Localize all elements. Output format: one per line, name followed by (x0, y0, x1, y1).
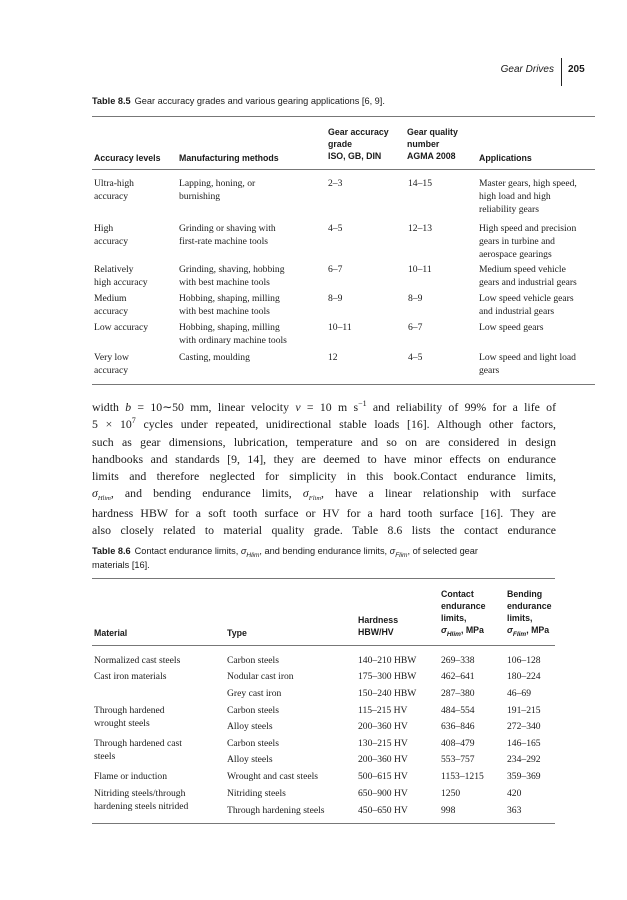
subscript: Hlim (446, 631, 461, 638)
accuracy-level-cell: High (94, 223, 114, 234)
table-8-6-top-rule (92, 578, 555, 579)
t86-header-hardness (358, 614, 398, 638)
unit-label: , MPa (460, 625, 484, 635)
material-cell: Normalized cast steels (94, 655, 181, 666)
manufacturing-method-cell: with best machine tools (179, 277, 270, 289)
t85-header-number-line: Gear quality (407, 127, 458, 137)
hardness-cell: 450–650 HV (358, 805, 408, 816)
contact-limit-cell: 553–757 (441, 754, 475, 765)
t86-header-bending-line: endurance (507, 601, 552, 611)
t86-header-bending-line: limits, (507, 613, 533, 623)
material-cell: Nitriding steels/through (94, 788, 186, 799)
t85-header-manufacturing-methods: Manufacturing methods (179, 153, 279, 163)
paragraph-line (92, 399, 556, 416)
text-run: , and bending endurance limits, (110, 486, 303, 501)
material-cell: wrought steels (94, 718, 150, 730)
sigma-symbol: σ (441, 625, 447, 635)
accuracy-grade-cell: 4–5 (328, 223, 343, 234)
paragraph-line: limits and therefore neglected for simplicity in this book.Contact endurance limits, (92, 469, 556, 484)
application-cell: Low speed gears (479, 322, 544, 333)
paragraph-line (92, 416, 556, 433)
manufacturing-method-cell: with ordinary machine tools (179, 335, 287, 347)
table-8-5-bottom-rule (92, 384, 595, 385)
hardness-cell: 200–360 HV (358, 721, 408, 732)
accuracy-level-cell: Medium (94, 293, 127, 304)
hardness-cell: 200–360 HV (358, 754, 408, 765)
type-cell: Wrought and cast steels (227, 771, 318, 782)
contact-limit-cell: 1153–1215 (441, 771, 484, 782)
type-cell: Alloy steels (227, 721, 273, 732)
table-8-5-top-rule (92, 116, 595, 117)
text-run: , have a linear relationship with surface (321, 486, 556, 501)
accuracy-level-cell: accuracy (94, 306, 129, 318)
application-cell: High speed and precision (479, 223, 577, 234)
quality-number-cell: 10–11 (408, 264, 432, 275)
application-cell: Master gears, high speed, (479, 178, 577, 189)
t85-header-accuracy-levels: Accuracy levels (94, 153, 161, 163)
manufacturing-method-cell: burnishing (179, 191, 221, 203)
quality-number-cell: 4–5 (408, 352, 423, 363)
running-header-title: Gear Drives (500, 64, 554, 75)
accuracy-level-cell: accuracy (94, 191, 129, 203)
caption-text: , of selected gear (407, 546, 478, 556)
table-8-5-header-rule (92, 169, 595, 170)
table-8-6-caption (92, 545, 562, 571)
contact-limit-cell: 408–479 (441, 738, 475, 749)
t85-header-grade-line: Gear accuracy (328, 127, 389, 137)
bending-limit-cell: 272–340 (507, 721, 541, 732)
t86-header-bending-line: Bending (507, 589, 543, 599)
hardness-cell: 115–215 HV (358, 705, 408, 716)
application-cell: and industrial gears (479, 306, 555, 318)
hardness-cell: 140–210 HBW (358, 655, 417, 666)
contact-limit-cell: 636–846 (441, 721, 475, 732)
t86-header-contact-line: endurance (441, 601, 486, 611)
bending-limit-cell: 146–165 (507, 738, 541, 749)
material-cell: hardening steels nitrided (94, 801, 189, 813)
manufacturing-method-cell: Lapping, honing, or (179, 178, 256, 189)
application-cell: Low speed vehicle gears (479, 293, 574, 304)
material-cell: Through hardened (94, 705, 165, 716)
text-run: width (92, 400, 126, 414)
accuracy-level-cell: Relatively (94, 264, 134, 275)
hardness-cell: 500–615 HV (358, 771, 408, 782)
manufacturing-method-cell: Grinding, shaving, hobbing (179, 264, 285, 275)
caption-text: , and bending endurance limits, (259, 546, 390, 556)
type-cell: Through hardening steels (227, 805, 325, 816)
t85-header-number-line: number (407, 139, 440, 149)
accuracy-level-cell: high accuracy (94, 277, 148, 289)
bending-limit-cell: 359–369 (507, 771, 541, 782)
page-number: 205 (568, 64, 585, 75)
t85-header-grade-line: grade (328, 139, 352, 149)
text-run: 5 × 10 (92, 417, 132, 432)
t85-header-accuracy-grade (328, 126, 389, 162)
paragraph-line: handbooks and standards [9, 14], they are deemed to have minor effects on endurance (92, 451, 556, 466)
material-cell: Through hardened cast (94, 738, 182, 749)
type-cell: Carbon steels (227, 705, 279, 716)
accuracy-grade-cell: 2–3 (328, 178, 343, 189)
text-run: = 10 m s (300, 400, 359, 414)
hardness-cell: 175–300 HBW (358, 671, 417, 682)
t86-header-hardness-line: Hardness (358, 615, 399, 625)
subscript: Flim (395, 552, 408, 559)
unit-label: , MPa (526, 625, 550, 635)
application-cell: Low speed and light load (479, 352, 576, 363)
application-cell: gears (479, 365, 500, 377)
quality-number-cell: 8–9 (408, 293, 423, 304)
sigma-symbol: σ (92, 486, 98, 501)
exponent: −1 (358, 399, 367, 409)
manufacturing-method-cell: Casting, moulding (179, 352, 250, 363)
table-8-5-caption-text: Gear accuracy grades and various gearing applications [6, 9]. (134, 96, 385, 106)
table-8-5-caption (92, 95, 562, 107)
t86-header-bending-unit (507, 624, 552, 638)
accuracy-level-cell: Ultra-high (94, 178, 134, 189)
table-8-6-bottom-rule (92, 823, 555, 824)
contact-limit-cell: 998 (441, 805, 456, 816)
hardness-cell: 130–215 HV (358, 738, 408, 749)
hardness-cell: 150–240 HBW (358, 688, 417, 699)
subscript: Hlim (97, 495, 111, 503)
hardness-cell: 650–900 HV (358, 788, 408, 799)
application-cell: gears and industrial gears (479, 277, 577, 289)
t86-header-contact-line: Contact (441, 589, 474, 599)
material-cell: Cast iron materials (94, 671, 167, 682)
header-divider (561, 58, 562, 86)
contact-limit-cell: 269–338 (441, 655, 475, 666)
application-cell: high load and high (479, 191, 551, 203)
paragraph-line: hardness HBW for a soft tooth surface or HV for a hard tooth surface [16]. They are (92, 505, 556, 520)
accuracy-level-cell: Very low (94, 352, 129, 363)
manufacturing-method-cell: Hobbing, shaping, milling (179, 293, 280, 304)
contact-limit-cell: 462–641 (441, 671, 475, 682)
type-cell: Alloy steels (227, 754, 273, 765)
paragraph-line: such as gear dimensions, lubrication, temperature and so on are considered in design (92, 434, 556, 449)
accuracy-grade-cell: 12 (328, 352, 338, 363)
t85-header-grade-line: ISO, GB, DIN (328, 151, 382, 161)
paragraph-line: also closely related to material quality grade. Table 8.6 lists the contact endurance (92, 523, 556, 538)
symbol-v: v (295, 400, 301, 414)
symbol-b: b (125, 400, 132, 414)
text-run: and reliability of 99% for a life of (366, 400, 557, 414)
t86-header-hardness-line: HBW/HV (358, 627, 394, 637)
type-cell: Carbon steels (227, 738, 279, 749)
bending-limit-cell: 234–292 (507, 754, 541, 765)
exponent: 7 (131, 416, 136, 426)
subscript: Flim (512, 631, 527, 638)
t86-header-type: Type (227, 628, 247, 638)
caption-text: Contact endurance limits, (134, 546, 241, 556)
material-cell: steels (94, 751, 116, 763)
contact-limit-cell: 1250 (441, 788, 461, 799)
accuracy-grade-cell: 8–9 (328, 293, 343, 304)
contact-limit-cell: 287–380 (441, 688, 475, 699)
bending-limit-cell: 363 (507, 805, 522, 816)
sigma-symbol: σ (389, 546, 396, 556)
t86-header-contact-unit (441, 624, 486, 638)
t85-header-applications: Applications (479, 153, 532, 163)
t86-header-bending (507, 588, 552, 638)
application-cell: gears in turbine and (479, 236, 555, 248)
type-cell: Nodular cast iron (227, 671, 294, 682)
t85-header-number-line: AGMA 2008 (407, 151, 456, 161)
type-cell: Grey cast iron (227, 688, 282, 699)
bending-limit-cell: 420 (507, 788, 522, 799)
sigma-symbol: σ (240, 546, 247, 556)
t86-header-material: Material (94, 628, 128, 638)
t85-header-quality-number (407, 126, 458, 162)
application-cell: aerospace gearings (479, 249, 552, 261)
accuracy-grade-cell: 10–11 (328, 322, 352, 333)
quality-number-cell: 12–13 (408, 223, 432, 234)
table-8-5-label: Table 8.5 (92, 96, 131, 106)
type-cell: Carbon steels (227, 655, 279, 666)
bending-limit-cell: 106–128 (507, 655, 541, 666)
caption-text: materials [16]. (92, 560, 150, 570)
sigma-symbol: σ (302, 486, 309, 501)
sigma-symbol: σ (507, 625, 513, 635)
manufacturing-method-cell: first-rate machine tools (179, 236, 268, 248)
text-run: = 10∼50 mm, linear velocity (131, 400, 296, 414)
manufacturing-method-cell: Hobbing, shaping, milling (179, 322, 280, 333)
manufacturing-method-cell: Grinding or shaving with (179, 223, 276, 234)
body-paragraph (92, 399, 556, 539)
bending-limit-cell: 180–224 (507, 671, 541, 682)
type-cell: Nitriding steels (227, 788, 286, 799)
quality-number-cell: 6–7 (408, 322, 423, 333)
subscript: Hlim (246, 552, 260, 559)
text-run: cycles under repeated, unidirectional stable loads [16]. Although other factors, (135, 417, 556, 432)
contact-limit-cell: 484–554 (441, 705, 475, 716)
table-8-6-header-rule (92, 645, 555, 646)
manufacturing-method-cell: with best machine tools (179, 306, 270, 318)
material-cell: Flame or induction (94, 771, 168, 782)
table-8-6-label: Table 8.6 (92, 546, 131, 556)
accuracy-level-cell: Low accuracy (94, 322, 149, 333)
accuracy-level-cell: accuracy (94, 365, 129, 377)
bending-limit-cell: 46–69 (507, 688, 531, 699)
accuracy-grade-cell: 6–7 (328, 264, 343, 275)
subscript: Flim (308, 495, 322, 503)
application-cell: Medium speed vehicle (479, 264, 566, 275)
application-cell: reliability gears (479, 204, 539, 216)
accuracy-level-cell: accuracy (94, 236, 129, 248)
paragraph-line (92, 485, 556, 504)
t86-header-contact-line: limits, (441, 613, 467, 623)
t86-header-contact (441, 588, 486, 638)
bending-limit-cell: 191–215 (507, 705, 541, 716)
quality-number-cell: 14–15 (408, 178, 432, 189)
